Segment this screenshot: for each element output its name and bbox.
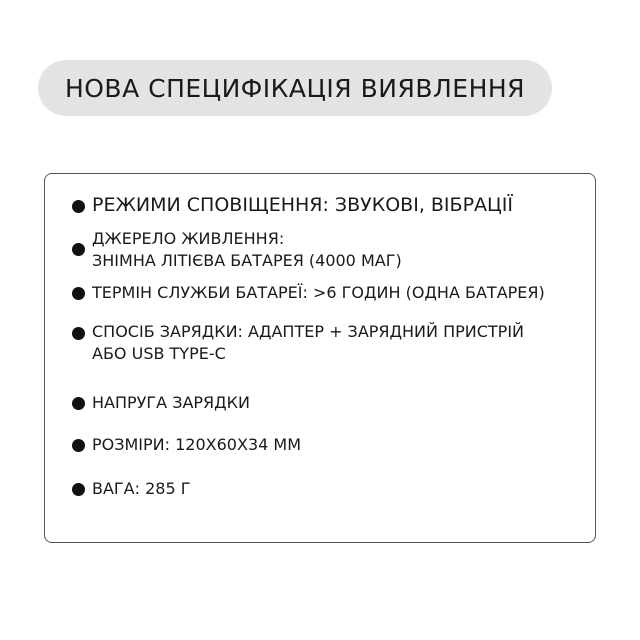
title-banner [38, 60, 552, 116]
spec-line: АБО USB TYPE-C [92, 344, 226, 363]
bullet-icon [72, 327, 85, 340]
bullet-icon [72, 483, 85, 496]
spec-line: ЗНІМНА ЛІТІЄВА БАТАРЕЯ (4000 МАГ) [92, 251, 402, 270]
spec-text [92, 434, 301, 456]
spec-line: ДЖЕРЕЛО ЖИВЛЕННЯ: [92, 229, 285, 248]
spec-line: ВАГА: 285 Г [92, 479, 191, 498]
spec-text [92, 478, 190, 500]
spec-text [92, 194, 513, 216]
spec-text [92, 228, 402, 272]
spec-line: ТЕРМІН СЛУЖБИ БАТАРЕЇ: >6 ГОДИН (ОДНА БАТАРЕЯ) [92, 283, 545, 302]
spec-line: РОЗМІРИ: 120Х60Х34 ММ [92, 435, 301, 454]
spec-line: СПОСІБ ЗАРЯДКИ: АДАПТЕР + ЗАРЯДНИЙ ПРИСТРІЙ [92, 322, 525, 341]
spec-text [92, 392, 250, 414]
bullet-icon [72, 397, 85, 410]
spec-line: РЕЖИМИ СПОВІЩЕННЯ: ЗВУКОВІ, ВІБРАЦІЇ [92, 194, 513, 216]
bullet-icon [72, 287, 85, 300]
spec-text [92, 282, 545, 304]
bullet-icon [72, 200, 85, 213]
page-title: НОВА СПЕЦИФІКАЦІЯ ВИЯВЛЕННЯ [64, 73, 526, 103]
spec-list-box [44, 173, 596, 543]
spec-text [92, 321, 524, 365]
bullet-icon [72, 243, 85, 256]
bullet-icon [72, 439, 85, 452]
spec-line: НАПРУГА ЗАРЯДКИ [92, 393, 250, 412]
